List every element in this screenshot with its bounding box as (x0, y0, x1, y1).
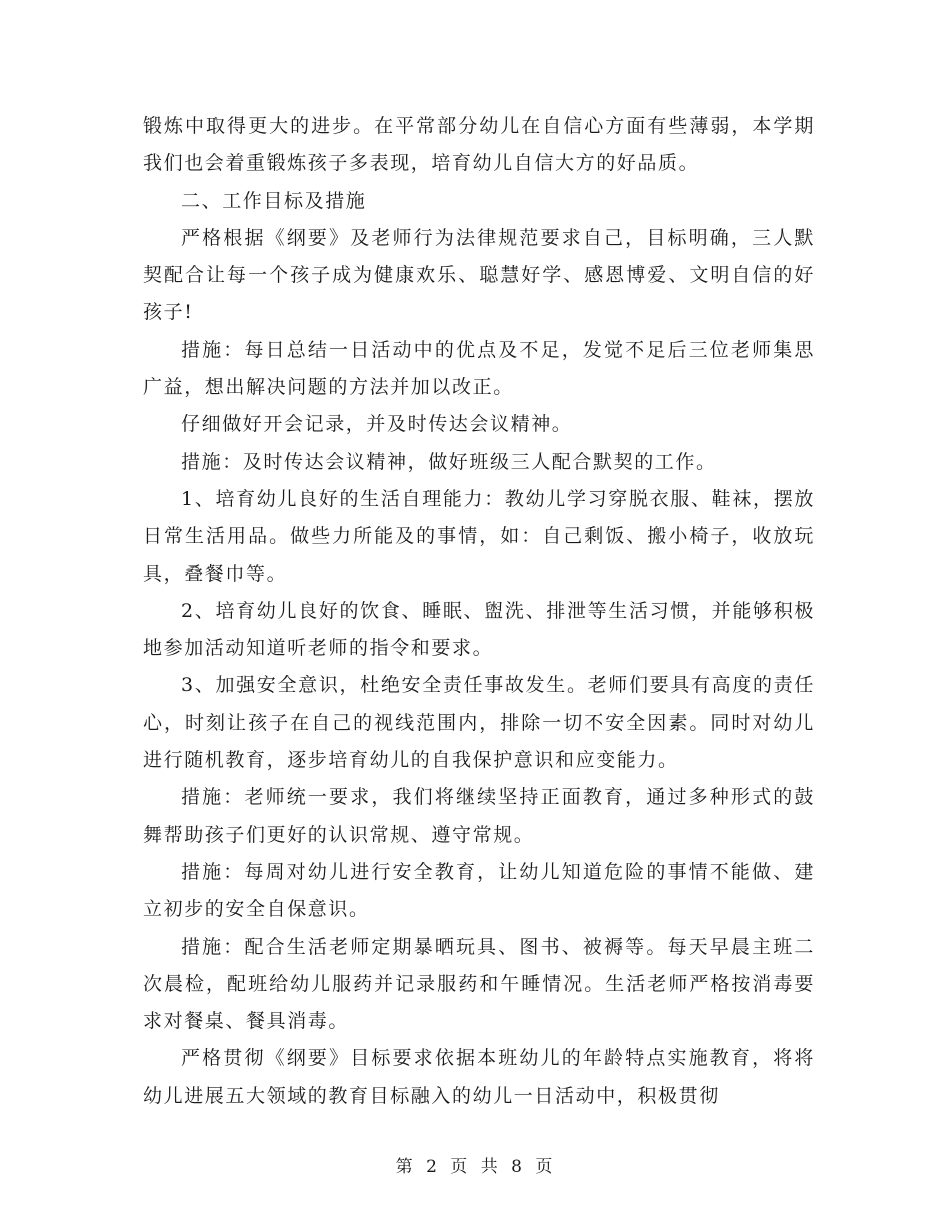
paragraph: 严格贯彻《纲要》目标要求依据本班幼儿的年龄特点实施教育，将将幼儿进展五大领域的教育目标融入的幼儿一日活动中，积极贯彻 (143, 1047, 815, 1107)
page-number-footer: 第 2 页 共 8 页 (395, 1157, 555, 1177)
document-body (143, 108, 815, 1115)
paragraph: 严格根据《纲要》及老师行为法律规范要求自己，目标明确，三人默契配合让每一个孩子成为健康欢乐、聪慧好学、感恩博爱、文明自信的好孩子! (143, 226, 815, 324)
paragraph: 措施：每周对幼儿进行安全教育，让幼儿知道危险的事情不能做、建立初步的安全自保意识。 (143, 860, 815, 921)
paragraph: 仔细做好开会记录，并及时传达会议精神。 (181, 413, 573, 436)
section-heading: 二、工作目标及措施 (181, 189, 367, 212)
paragraph: 措施：每日总结一日活动中的优点及不足，发觉不足后三位老师集思广益，想出解决问题的方法并加以改正。 (143, 338, 815, 399)
paragraph: 措施：及时传达会议精神，做好班级三人配合默契的工作。 (181, 450, 717, 473)
paragraph: 2、培育幼儿良好的饮食、睡眠、盥洗、排泄等生活习惯，并能够积极地参加活动知道听老师的指令和要求。 (143, 599, 815, 660)
paragraph: 3、加强安全意识，杜绝安全责任事故发生。老师们要具有高度的责任心，时刻让孩子在自己的视线范围内，排除一切不安全因素。同时对幼儿进行随机教育，逐步培育幼儿的自我保护意识和应变能力。 (143, 674, 815, 772)
paragraph: 措施：老师统一要求，我们将继续坚持正面教育，通过多种形式的鼓舞帮助孩子们更好的认识常规、遵守常规。 (143, 786, 815, 846)
paragraph: 锻炼中取得更大的进步。在平常部分幼儿在自信心方面有些薄弱，本学期我们也会着重锻炼孩子多表现，培育幼儿自信大方的好品质。 (143, 115, 815, 175)
paragraph: 措施：配合生活老师定期暴晒玩具、图书、被褥等。每天早晨主班二次晨检，配班给幼儿服药并记录服药和午睡情况。生活老师严格按消毒要求对餐桌、餐具消毒。 (143, 935, 815, 1033)
paragraph: 1、培育幼儿良好的生活自理能力：教幼儿学习穿脱衣服、鞋袜，摆放日常生活用品。做些力所能及的事情，如：自己剩饭、搬小椅子，收放玩具，叠餐巾等。 (143, 487, 815, 585)
